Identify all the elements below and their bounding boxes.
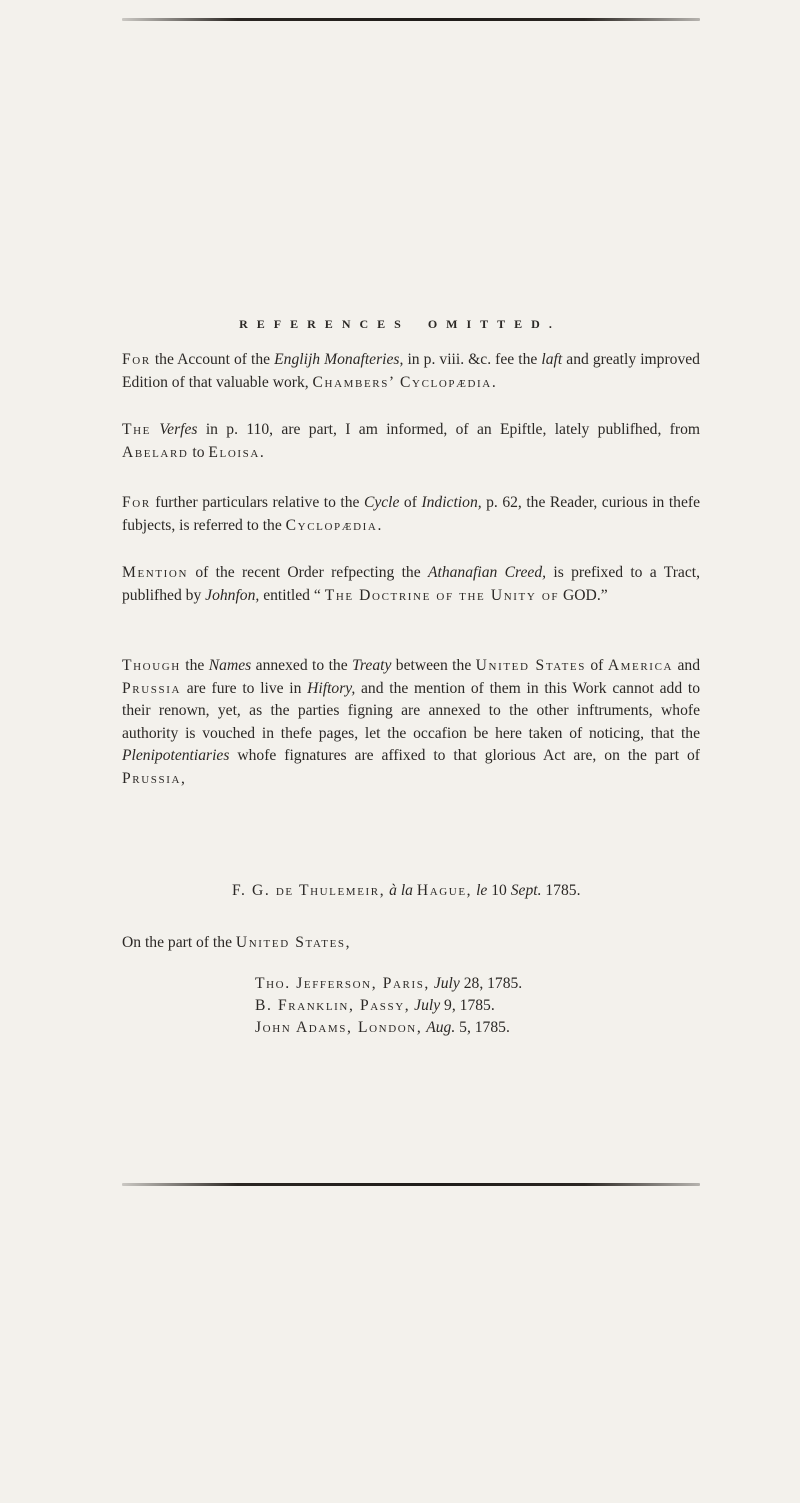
top-rule	[122, 18, 700, 21]
small-caps-text: Chambers’ Cyclopædia.	[312, 373, 498, 391]
text-run: to	[188, 443, 209, 461]
text-run: and the mention of them in this Work cannot add to their renown, yet, as the parties figning are annexed to the other inftruments, whofe authority is vouched in thefe pages, let the occafion be here taken of noticing, that the	[122, 679, 700, 742]
signer-month: July	[433, 975, 460, 992]
signer-name: F. G. de Thulemeir,	[232, 882, 386, 899]
small-caps-text: Eloisa.	[208, 443, 266, 461]
small-caps-text: United States	[475, 657, 586, 674]
united-states-intro-line	[122, 932, 351, 954]
text-run: whofe fignatures are affixed to that glorious Act are, on the part of	[229, 747, 700, 764]
text-run: in p. viii. &c. fee the	[403, 351, 542, 368]
signer-month: July	[414, 997, 441, 1014]
text-run: and greatly improved Edition of that valuable work,	[122, 351, 700, 391]
signer-month: Aug.	[426, 1019, 456, 1036]
text-run: 1785.	[541, 882, 581, 899]
italic-text: Names	[208, 657, 252, 674]
heading-word-1: REFERENCES	[239, 317, 410, 331]
paragraph-verses	[122, 419, 700, 464]
text-run: p. 62, the Reader, curious in thefe fubjects, is referred to the	[122, 494, 701, 534]
prussia-signature-line	[232, 880, 580, 902]
heading-word-2: OMITTED.	[427, 317, 561, 331]
lead-word: Though	[122, 657, 181, 674]
paragraph-english-monasteries	[122, 349, 700, 394]
lead-word: For	[122, 494, 151, 511]
signer-line	[255, 1017, 510, 1039]
italic-text: Sept.	[510, 882, 542, 899]
signer-date: 5, 1785.	[455, 1019, 510, 1036]
signer-line	[255, 973, 522, 995]
paragraph-cycle-of-indiction	[122, 492, 700, 537]
italic-text: laft	[541, 351, 563, 368]
text-run: GOD.”	[559, 586, 608, 604]
small-caps-text: Prussia,	[122, 769, 187, 787]
text-run: and	[673, 657, 701, 674]
text-run: is prefixed to a Tract, publifhed by	[122, 564, 701, 604]
paragraph-treaty	[122, 655, 700, 790]
signer-line	[255, 995, 495, 1017]
small-caps-text: America	[607, 657, 674, 674]
signer-date: 9, 1785.	[440, 997, 495, 1014]
small-caps-text: Prussia	[122, 679, 181, 697]
small-caps-text: Cyclopædia.	[285, 516, 383, 534]
signer-name: Tho. Jefferson, Paris,	[255, 975, 430, 992]
lead-word: Mention	[122, 564, 188, 581]
signer-name: B. Franklin, Passy,	[255, 997, 411, 1014]
lead-word: For	[122, 351, 151, 368]
small-caps-text: United States,	[235, 934, 352, 951]
italic-text: Johnfon,	[205, 586, 260, 604]
text-run: of	[399, 494, 422, 511]
page-heading	[0, 317, 800, 332]
italic-text: Athanafian Creed,	[427, 564, 547, 581]
italic-text: à la	[389, 882, 413, 899]
text-run: of the recent Order refpecting the	[188, 564, 428, 581]
text-run: entitled “	[259, 586, 325, 604]
paragraph-athanasian-creed	[122, 562, 700, 607]
text-run: are fure to live in	[181, 679, 308, 697]
text-run: between the	[391, 657, 476, 674]
signer-date: 28, 1785.	[459, 975, 523, 992]
signer-name: John Adams, London,	[255, 1019, 423, 1036]
text-run: the	[180, 657, 209, 674]
text-run: 10	[487, 882, 511, 899]
text-run: the Account of the	[150, 351, 275, 368]
text-run: annexed to the	[251, 657, 353, 674]
italic-text: Verfes	[159, 421, 198, 438]
italic-text: Hiftory,	[307, 679, 356, 697]
text-run: in p. 110, are part, I am informed, of an Epiftle, lately publifhed, from	[197, 421, 700, 438]
small-caps-text: The Doctrine of the Unity of	[324, 586, 560, 604]
italic-text: Indiction,	[421, 494, 482, 511]
italic-text: Englijh Monafteries,	[274, 351, 404, 368]
small-caps-text: Abelard	[122, 443, 189, 461]
italic-text: Cycle	[363, 494, 400, 511]
italic-text: Treaty	[352, 657, 392, 674]
text-run: of	[585, 657, 608, 674]
lead-word: The	[122, 421, 151, 438]
small-caps-text: Hague,	[416, 882, 473, 899]
italic-text: le	[476, 882, 488, 899]
bottom-rule	[122, 1183, 700, 1186]
text-run: On the part of the	[122, 934, 236, 951]
italic-text: Plenipotentiaries	[122, 747, 230, 764]
text-run: further particulars relative to the	[150, 494, 364, 511]
